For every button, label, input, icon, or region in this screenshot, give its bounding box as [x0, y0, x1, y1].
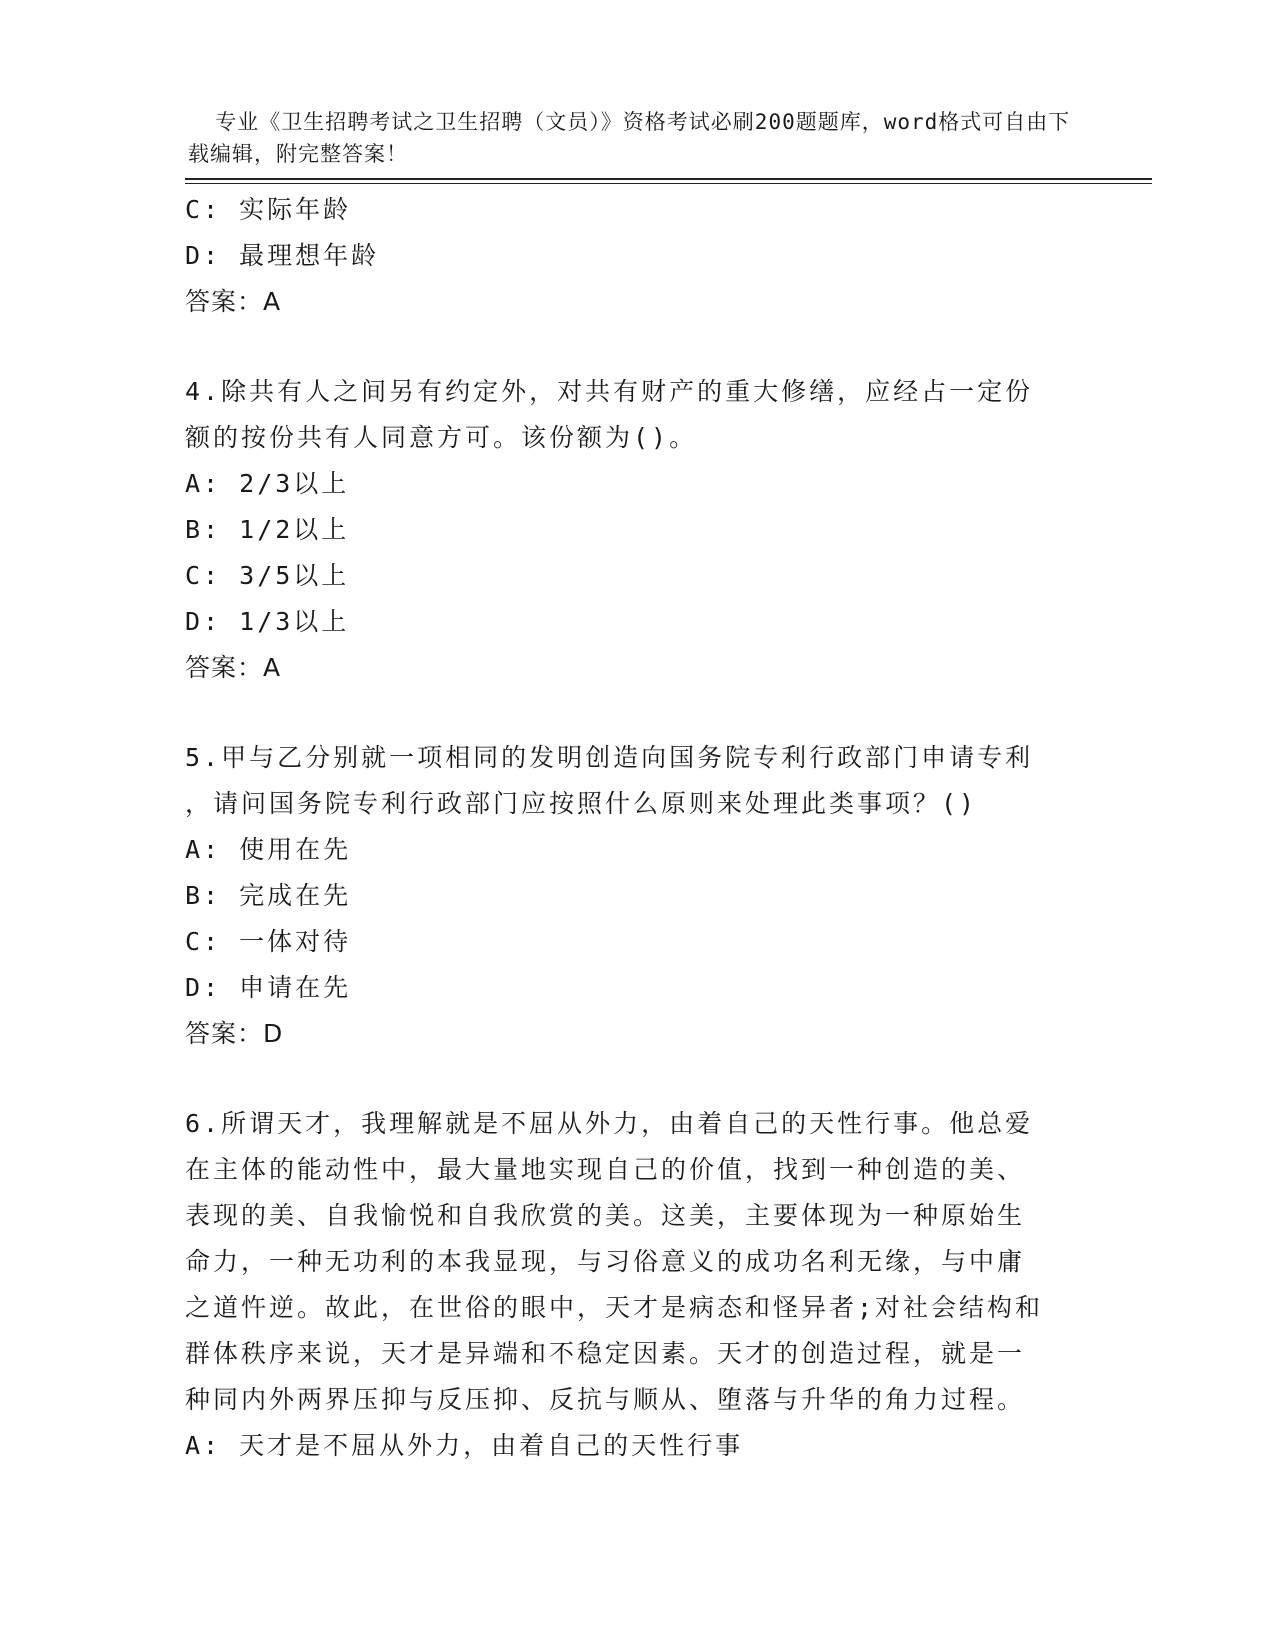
question-block — [185, 1101, 1085, 1469]
text-line: C: 3/5以上 — [185, 561, 350, 590]
text-line: B: 1/2以上 — [185, 515, 350, 544]
text-line: 额的按份共有人同意方可。该份额为()。 — [185, 423, 698, 452]
header-rule — [185, 178, 1152, 184]
question-block — [185, 735, 1085, 1057]
text-line: A: 使用在先 — [185, 835, 352, 864]
block-gap — [185, 691, 1085, 735]
text-line: 种同内外两界压抑与反压抑、反抗与顺从、堕落与升华的角力过程。 — [185, 1385, 1026, 1414]
text-line: A: 天才是不屈从外力，由着自己的天性行事 — [185, 1431, 744, 1460]
text-line: D: 申请在先 — [185, 973, 352, 1002]
text-line: D: 1/3以上 — [185, 607, 350, 636]
text-line: 6.所谓天才，我理解就是不屈从外力，由着自己的天性行事。他总爱 — [185, 1109, 1034, 1138]
text-line: 表现的美、自我愉悦和自我欣赏的美。这美，主要体现为一种原始生 — [185, 1201, 1026, 1230]
text-line: A: 2/3以上 — [185, 469, 350, 498]
header-text: 专业《卫生招聘考试之卫生招聘（文员）》资格考试必刷200题题库，word格式可自由下载编辑，附完整答案！ — [188, 110, 1071, 166]
text-line: 群体秩序来说，天才是异端和不稳定因素。天才的创造过程，就是一 — [185, 1339, 1026, 1368]
question-block — [185, 369, 1085, 691]
block-gap — [185, 1057, 1085, 1101]
document-body — [185, 187, 1085, 1469]
text-line: C: 实际年龄 — [185, 195, 352, 224]
text-line: 在主体的能动性中，最大量地实现自己的价值，找到一种创造的美、 — [185, 1155, 1026, 1184]
text-line: 之道忤逆。故此，在世俗的眼中，天才是病态和怪异者;对社会结构和 — [185, 1293, 1044, 1322]
text-line: C: 一体对待 — [185, 927, 352, 956]
answer-line: 答案：A — [185, 653, 282, 682]
text-line: ，请问国务院专利行政部门应按照什么原则来处理此类事项？() — [185, 789, 978, 818]
text-line: 4.除共有人之间另有约定外，对共有财产的重大修缮，应经占一定份 — [185, 377, 1034, 406]
answer-line: 答案：A — [185, 287, 282, 316]
answer-line: 答案：D — [185, 1019, 284, 1048]
text-line: B: 完成在先 — [185, 881, 352, 910]
question-block — [185, 187, 1085, 325]
block-gap — [185, 325, 1085, 369]
text-line: 5.甲与乙分别就一项相同的发明创造向国务院专利行政部门申请专利 — [185, 743, 1034, 772]
text-line: D: 最理想年龄 — [185, 241, 380, 270]
text-line: 命力，一种无功利的本我显现，与习俗意义的成功名利无缘，与中庸 — [185, 1247, 1026, 1276]
page-header — [188, 74, 1078, 170]
